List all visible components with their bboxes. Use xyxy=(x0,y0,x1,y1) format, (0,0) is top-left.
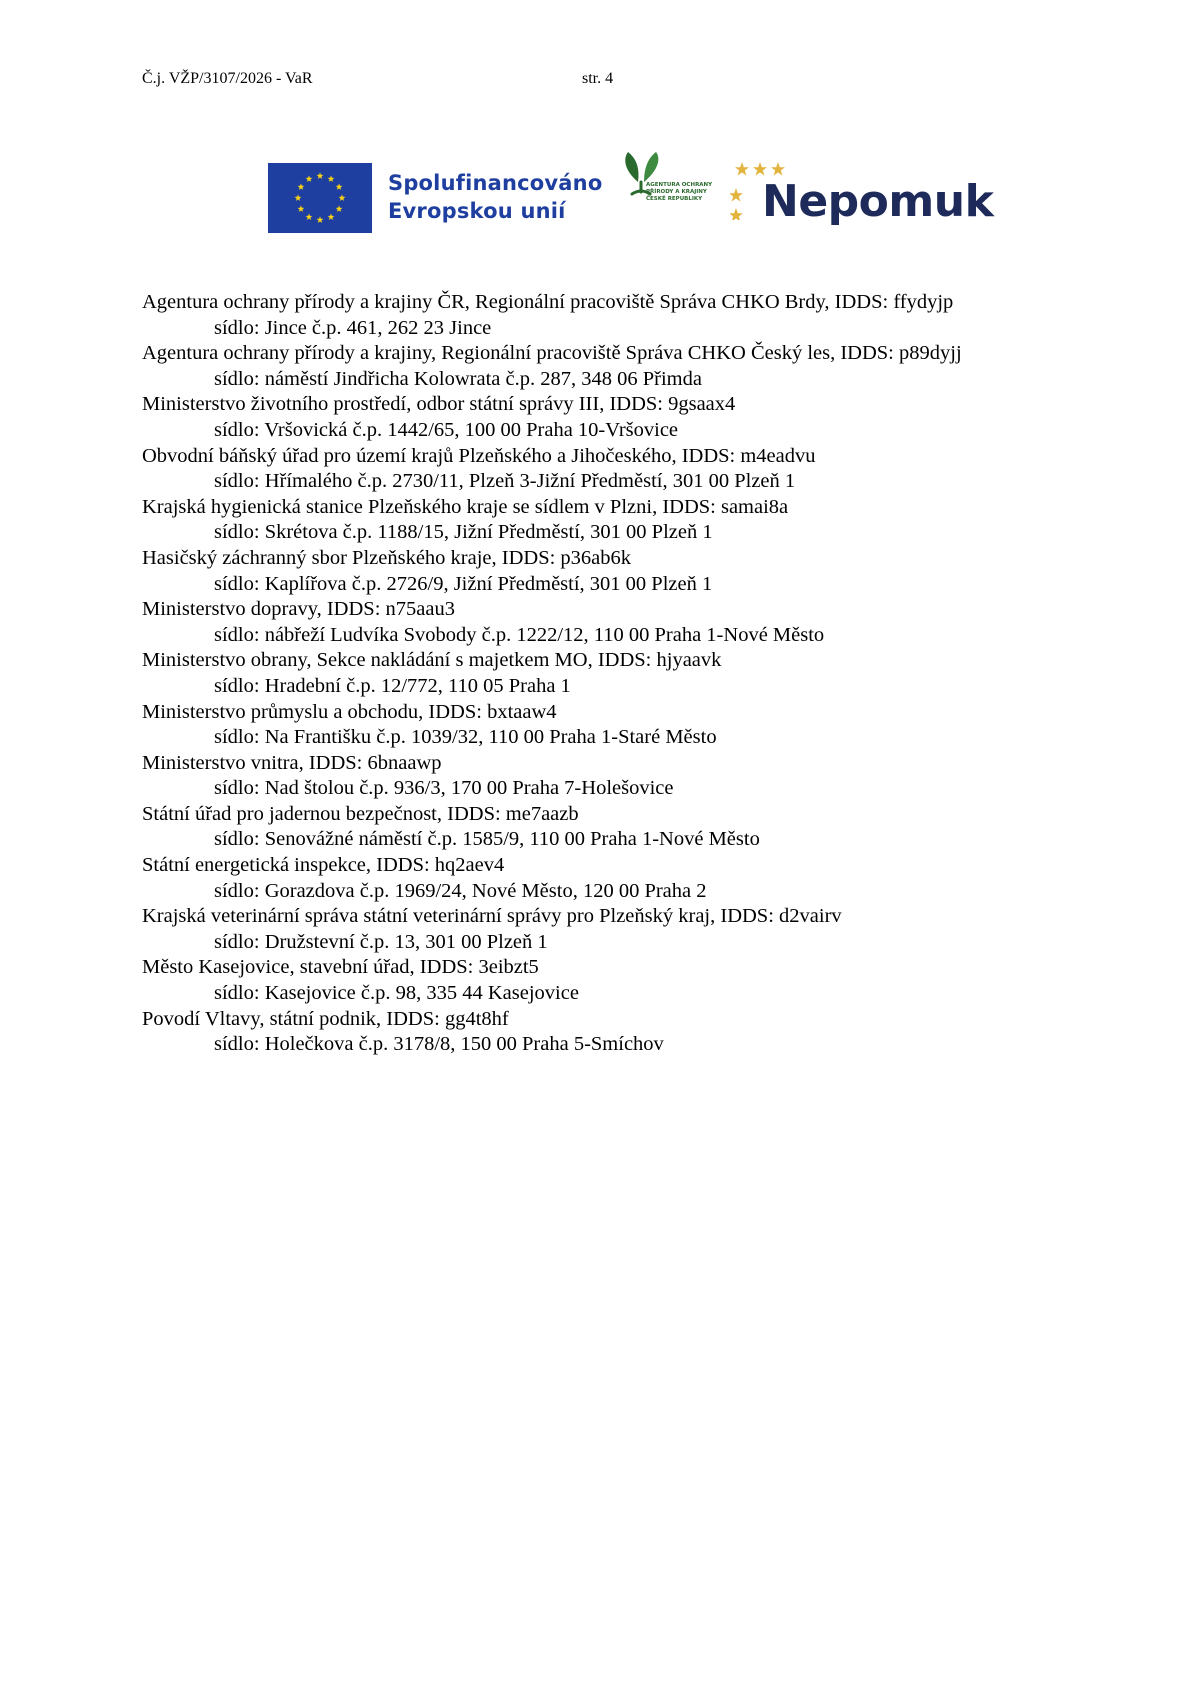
recipient-entry xyxy=(142,290,1092,341)
recipient-name: Státní energetická inspekce, IDDS: hq2aev4 xyxy=(142,854,505,877)
recipient-entry xyxy=(142,904,1092,955)
recipient-entry xyxy=(142,341,1092,392)
eu-text-line2: Evropskou unií xyxy=(388,199,566,223)
recipient-name: Agentura ochrany přírody a krajiny, Regionální pracoviště Správa CHKO Český les, IDDS: p89dyjj xyxy=(142,342,962,365)
reference-number: Č.j. VŽP/3107/2026 - VaR xyxy=(142,70,313,87)
recipient-name: Krajská veterinární správa státní veterinární správy pro Plzeňský kraj, IDDS: d2vairv xyxy=(142,905,842,928)
nepomuk-logo-text: Nepomuk xyxy=(762,176,994,227)
recipient-address: sídlo: Skrétova č.p. 1188/15, Jižní Předměstí, 301 00 Plzeň 1 xyxy=(214,521,713,544)
recipient-name: Město Kasejovice, stavební úřad, IDDS: 3eibzt5 xyxy=(142,956,539,979)
aopk-logo xyxy=(616,148,716,218)
recipient-address: sídlo: Jince č.p. 461, 262 23 Jince xyxy=(214,316,492,339)
recipient-entry xyxy=(142,392,1092,443)
recipient-address: sídlo: Holečkova č.p. 3178/8, 150 00 Praha 5-Smíchov xyxy=(214,1033,664,1056)
eu-cofinanced-text xyxy=(388,169,602,225)
recipient-address: sídlo: Na Františku č.p. 1039/32, 110 00 Praha 1-Staré Město xyxy=(214,726,717,749)
recipient-entry xyxy=(142,700,1092,751)
recipient-name: Ministerstvo dopravy, IDDS: n75aau3 xyxy=(142,598,455,621)
recipient-entry xyxy=(142,1007,1092,1058)
recipient-entry xyxy=(142,802,1092,853)
eu-text-line1: Spolufinancováno xyxy=(388,171,603,195)
recipient-address: sídlo: Hradební č.p. 12/772, 110 05 Praha 1 xyxy=(214,674,571,697)
recipient-address: sídlo: Gorazdova č.p. 1969/24, Nové Město, 120 00 Praha 2 xyxy=(214,879,707,902)
recipient-name: Ministerstvo vnitra, IDDS: 6bnaawp xyxy=(142,751,442,774)
recipient-entry xyxy=(142,444,1092,495)
recipient-name: Ministerstvo životního prostředí, odbor státní správy III, IDDS: 9gsaax4 xyxy=(142,393,736,416)
recipient-name: Hasičský záchranný sbor Plzeňského kraje, IDDS: p36ab6k xyxy=(142,546,632,569)
recipient-entry xyxy=(142,648,1092,699)
logo-strip xyxy=(268,148,994,238)
recipient-address: sídlo: Vršovická č.p. 1442/65, 100 00 Praha 10-Vršovice xyxy=(214,418,679,441)
recipient-name: Krajská hygienická stanice Plzeňského kraje se sídlem v Plzni, IDDS: samai8a xyxy=(142,495,789,518)
recipient-address: sídlo: náměstí Jindřicha Kolowrata č.p. 287, 348 06 Přimda xyxy=(214,367,702,390)
aopk-logo-text: AGENTURA OCHRANY PŘÍRODY A KRAJINY ČESKÉ REPUBLIKY xyxy=(646,182,713,202)
recipient-address: sídlo: Nad štolou č.p. 936/3, 170 00 Praha 7-Holešovice xyxy=(214,777,674,800)
recipient-address: sídlo: Senovážné náměstí č.p. 1585/9, 110 00 Praha 1-Nové Město xyxy=(214,828,760,851)
eu-flag-icon xyxy=(268,163,372,233)
recipient-entry xyxy=(142,597,1092,648)
recipient-entry xyxy=(142,546,1092,597)
recipient-name: Agentura ochrany přírody a krajiny ČR, Regionální pracoviště Správa CHKO Brdy, IDDS: ffydyjp xyxy=(142,291,954,313)
recipient-address: sídlo: nábřeží Ludvíka Svobody č.p. 1222/12, 110 00 Praha 1-Nové Město xyxy=(214,623,825,646)
recipient-list xyxy=(142,290,1092,1058)
eu-cofinanced-logo xyxy=(268,163,642,233)
recipient-address: sídlo: Hřímalého č.p. 2730/11, Plzeň 3-Jižní Předměstí, 301 00 Plzeň 1 xyxy=(214,470,796,493)
recipient-address: sídlo: Družstevní č.p. 13, 301 00 Plzeň 1 xyxy=(214,930,548,953)
recipient-address: sídlo: Kasejovice č.p. 98, 335 44 Kasejovice xyxy=(214,982,579,1005)
recipient-name: Ministerstvo obrany, Sekce nakládání s majetkem MO, IDDS: hjyaavk xyxy=(142,649,722,672)
recipient-entry xyxy=(142,495,1092,546)
recipient-name: Státní úřad pro jadernou bezpečnost, IDDS: me7aazb xyxy=(142,802,579,825)
recipient-entry xyxy=(142,955,1092,1006)
recipient-name: Povodí Vltavy, státní podnik, IDDS: gg4t8hf xyxy=(142,1007,509,1030)
recipient-entry xyxy=(142,751,1092,802)
nepomuk-logo xyxy=(730,168,994,238)
page-header xyxy=(142,70,742,94)
recipient-entry xyxy=(142,853,1092,904)
recipient-name: Ministerstvo průmyslu a obchodu, IDDS: bxtaaw4 xyxy=(142,700,557,723)
page-number: str. 4 xyxy=(582,70,614,87)
recipient-address: sídlo: Kaplířova č.p. 2726/9, Jižní Předměstí, 301 00 Plzeň 1 xyxy=(214,572,713,595)
recipient-name: Obvodní báňský úřad pro území krajů Plzeňského a Jihočeského, IDDS: m4eadvu xyxy=(142,444,816,467)
